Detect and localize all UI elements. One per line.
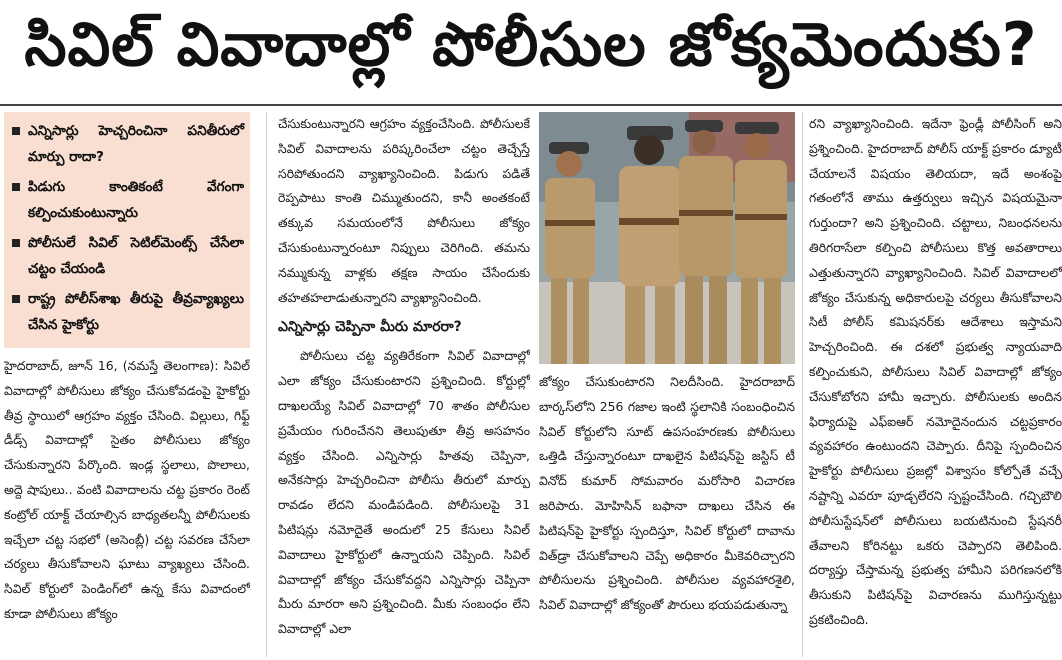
highlight-item [10, 286, 244, 338]
highlights-list [10, 118, 244, 338]
column-4 [809, 112, 1062, 657]
square-bullet-icon [12, 239, 20, 247]
highlight-item [10, 230, 244, 282]
square-bullet-icon [12, 295, 20, 303]
headline: సివిల్ వివాదాల్లో పోలీసుల జోక్యమెందుకు? [24, 10, 1038, 80]
highlights-box [4, 112, 250, 348]
article-paragraph: జోక్యం చేసుకుంటారని నిలదీసింది. హైదరాబాద్ బార్కస్‌లోని 256 గజాల ఇంటి స్థలానికి సంబంధించిన సివిల్ కోర్టులోని సూట్ ఉపసంహరణకు పోలీసులు ఒత్తిడి చేస్తున్నారంటూ దాఖలైన పిటిషన్‌పై జస్టిస్ టీ వినోద్ కుమార్ సోమవారం మరోసారి విచారణ జరిపారు. మోహిసిన్ బఫానా దాఖలు చేసిన ఈ పిటిషన్‌పై హైకోర్టు స్పందిస్తూ, సివిల్ కోర్టులో దావాను విత్‌డ్రా చేసుకోవాలని చెప్పే అధికారం మీకెవరిచ్చారని పోలీసులను ప్రశ్నించింది. పోలీసుల వ్యవహారశైలి, సివిల్ వివాదాల్లో జోక్యంతో పౌరులు భయపడుతున్నా [539, 374, 795, 613]
headline-rule [0, 104, 1062, 106]
subheading: ఎన్నిసార్లు చెప్పినా మీరు మారరా? [278, 319, 462, 336]
highlight-text: పోలీసులే సివిల్ సెటిల్‌మెంట్స్ చేసేలా చట్టం చేయండి [28, 235, 244, 277]
article-paragraph: చేసుకుంటున్నారని ఆగ్రహం వ్యక్తంచేసింది. పోలీసులకే సివిల్ వివాదాలను పరిష్కరించేలా చట్టం తెచ్చేస్తే సరిపోతుందని వ్యాఖ్యానించింది. పిడుగు పడితే రెప్పపాటు కాంతి చిమ్ముతుందని, కానీ అంతకంటే తక్కువ సమయంలోనే పోలీసులు జోక్యం చేసుకుంటున్నారంటూ నిప్పులు చెరిగింది. తమను నమ్ముకున్న వాళ్లకు తక్షణ సాయం చేసేందుకు తహతహలాడుతున్నారని వ్యాఖ్యానించింది. [278, 116, 530, 305]
column-3 [539, 112, 795, 657]
highlight-text: ఎన్నిసార్లు హెచ్చరించినా పనితీరులో మార్పు రాదా? [28, 123, 244, 165]
highlight-text: పిడుగు కాంతికంటే వేగంగా కల్పించుకుంటున్నారు [28, 179, 244, 221]
article-paragraph: పోలీసులు చట్ట వ్యతిరేకంగా సివిల్ వివాదాల్లో ఎలా జోక్యం చేసుకుంటారని ప్రశ్నించింది. కోర్టుల్లో దాఖలయ్యే సివిల్ వివాదాల్లో 70 శాతం పోలీసుల ప్రమేయం గురించేనని తెలుపుతూ తీవ్ర అసహనం వ్యక్తం చేసింది. ఎన్నిసార్లు హితవు చెప్పినా, అనేకసార్లు హెచ్చరించినా పోలీసు తీరులో మార్పు రావడం లేదని మండిపడింది. పోలీసులపై 31 పిటిషన్లు నమోదైతే అందులో 25 కేసులు సివిల్ వివాదాలు హైకోర్టులో ఉన్నాయని చెప్పింది. సివిల్ వివాదాల్లో జోక్యం చేసుకోవద్దని ఎన్నిసార్లు చెప్పినా మీరు మారరా అని ప్రశ్నించింది. మీకు సంబంధం లేని వివాదాల్లో ఎలా [278, 348, 530, 637]
highlight-item [10, 118, 244, 170]
square-bullet-icon [12, 183, 20, 191]
column-2 [278, 112, 530, 657]
column-divider [266, 112, 267, 657]
article-paragraph: హైదరాబాద్, జూన్ 16, (నమస్తే తెలంగాణ): సివిల్ వివాదాల్లో పోలీసులు జోక్యం చేసుకోవడంపై హైకోర్టు తీవ్ర స్థాయిలో ఆగ్రహం వ్యక్తం చేసింది. విల్లులు, గిఫ్ట్ డీడ్స్ వివాదాల్లో సైతం పోలీసులు జోక్యం చేసుకున్నారని పేర్కొంది. ఇండ్ల స్థలాలు, పొలాలు, అద్దె షాపులు.. వంటి వివాదాలను చట్ట ప్రకారం రెంట్ కంట్రోల్ యాక్ట్ చేయాల్సిన బాధ్యతలన్నీ పోలీసులకు ఇచ్చేలా చట్ట సభలో (అసెంబ్లీ) చట్ట సవరణ చేసేలా చర్యలు తీసుకోవాలని ఘాటు వ్యాఖ్యలు చేసింది. సివిల్ కోర్టులో పెండింగ్‌లో ఉన్న కేసు వివాదంలో కూడా పోలీసులు జోక్యం [4, 358, 250, 621]
police-officers-photo [539, 112, 795, 364]
square-bullet-icon [12, 127, 20, 135]
highlight-item [10, 174, 244, 226]
article-paragraph: రని వ్యాఖ్యానించింది. ఇదేనా ఫ్రెండ్లీ పోలీసింగ్ అని ప్రశ్నించింది. హైదరాబాద్ పోలీస్ యాక్ట్ ప్రకారం డ్యూటీ చేయాలనే విషయం తెలియదా, ఇదే అంశంపై గతంలోనే తాము ఉత్తర్వులు ఇచ్చిన విషయమైనా గుర్తుందా? అని ప్రశ్నించింది. చట్టాలు, నిబంధనలను తిరిగరాసేలా కల్పించి పోలీసులు కొత్త అవతారాలు ఎత్తుతున్నారని వ్యాఖ్యానించింది. సివిల్ వివాదాలలో జోక్యం చేసుకున్న అధికారులపై చర్యలు తీసుకోవాలని సిటీ పోలీస్ కమిషనర్‌కు ఆదేశాలు ఇస్తామని హెచ్చరించింది. ఈ దశలో ప్రభుత్వ న్యాయవాది కల్పించుకుని, పోలీసులు సివిల్ వివాదాల్లో జోక్యం చేసుకోబోరని హామీ ఇచ్చారు. పోలీసులకు అందిన ఫిర్యాదుపై ఎఫ్ఐఆర్ నమోదైనందున చట్టప్రకారం వ్యవహారం ఉంటుందని చెప్పారు. దీనిపై స్పందించిన హైకోర్టు పోలీసులు ప్రజల్లో విశ్వాసం కోల్పోతే వచ్చే నష్టాన్ని ఎవరూ పూడ్చలేరని స్పష్టంచేసింది. గచ్చిబౌలి పోలీసుస్టేషన్‌లో పోలీసులు బయటినుంచి స్టేషనరీ తేవాలని కోరినట్టు ఒకరు చెప్పారని తెలిపింది. దర్యాప్తు చేస్తామన్న ప్రభుత్వ హామీని పరిగణనలోకి తీసుకుని పిటిషన్‌పై విచారణను ముగిస్తున్నట్టు ప్రకటించింది. [809, 116, 1062, 627]
highlight-text: రాష్ట్ర పోలీస్‌శాఖ తీరుపై తీవ్రవ్యాఖ్యలు చేసిన హైకోర్టు [28, 291, 244, 333]
column-1 [4, 112, 250, 657]
column-divider [802, 112, 803, 657]
